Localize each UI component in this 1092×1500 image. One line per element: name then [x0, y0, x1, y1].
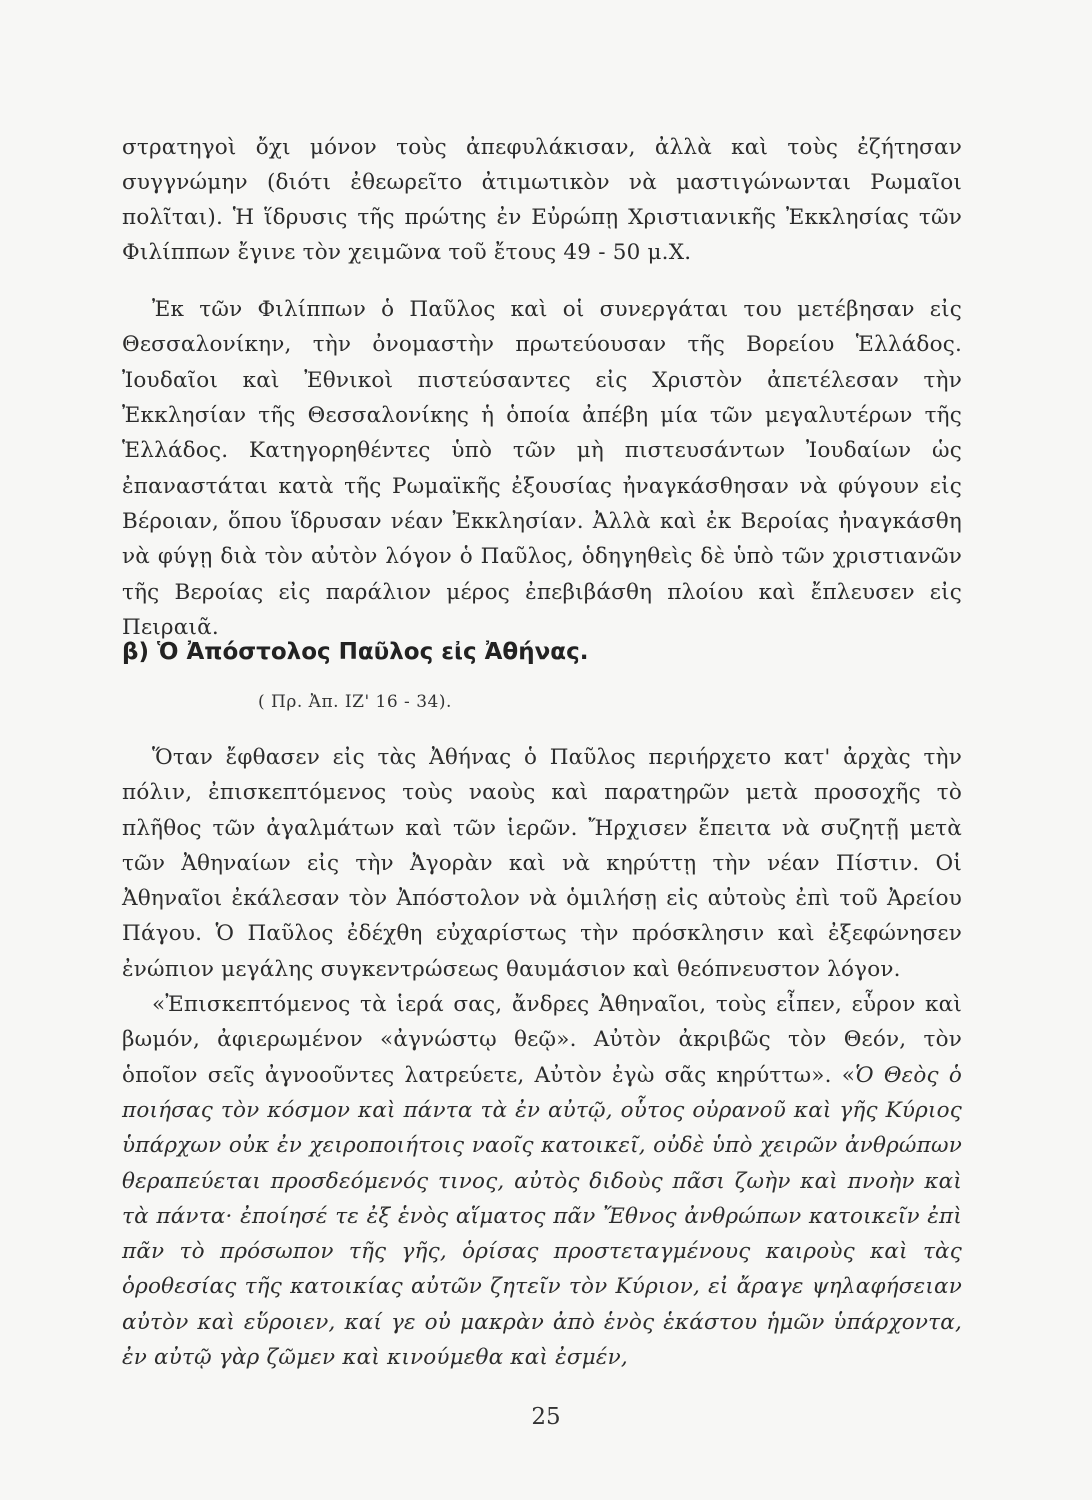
speech-quotation-italic: Ὁ Θεὸς ὁ ποιήσας τὸν κόσμον καὶ πάντα τὰ ἐν αὐτῷ, οὗτος οὐρανοῦ καὶ γῆς Κύριος ὑπάρχων οὐκ ἐν χειροποιήτοις ναοῖς κατοικεῖ, οὐδὲ ὑπὸ χειρῶν ἀνθρώπων θεραπεύεται προσδεόμενός τινος, αὐτὸς διδοὺς πᾶσι ζωὴν καὶ πνοὴν καὶ τὰ πάντα· ἐποίησέ τε ἐξ ἑνὸς αἵματος πᾶν Ἔθνος ἀνθρώπων κατοικεῖν ἐπὶ πᾶν τὸ πρόσωπον τῆς γῆς, ὁρίσας προστεταγμένους καιροὺς καὶ τὰς ὁροθεσίας τῆς κατοικίας αὐτῶν ζητεῖν τὸν Κύριον, εἰ ἄραγε ψηλαφήσειαν αὐτὸν καὶ εὕροιεν, καί γε οὐ μακρὰν ἀπὸ ἑνὸς ἑκάστου ἡμῶν ὑπάρχοντα, ἐν αὐτῷ γὰρ ζῶμεν καὶ κινούμεθα καὶ ἐσμέν,: [122, 1062, 963, 1371]
upper-text-block: [122, 108, 962, 667]
scripture-reference: ( Πρ. Ἀπ. ΙΖ' 16 - 34).: [258, 692, 452, 712]
paragraph-speech: [122, 987, 962, 1375]
paragraph-thessaloniki: Ἐκ τῶν Φιλίππων ὁ Παῦλος καὶ οἱ συνεργάται του μετέβησαν εἰς Θεσσαλονίκην, τὴν ὀνομαστὴν πρωτεύουσαν τῆς Βορείου Ἑλλάδος. Ἰουδαῖοι καὶ Ἐθνικοὶ πιστεύσαντες εἰς Χριστὸν ἀπετέλεσαν τὴν Ἐκκλησίαν τῆς Θεσσαλονίκης ἡ ὁποία ἀπέβη μία τῶν μεγαλυτέρων τῆς Ἑλλάδος. Κατηγορηθέντες ὑπὸ τῶν μὴ πιστευσάντων Ἰουδαίων ὡς ἐπαναστάται κατὰ τῆς Ρωμαϊκῆς ἐξουσίας ἠναγκάσθησαν νὰ φύγουν εἰς Βέροιαν, ὅπου ἵδρυσαν νέαν Ἐκκλησίαν. Ἀλλὰ καὶ ἐκ Βεροίας ἠναγκάσθη νὰ φύγῃ διὰ τὸν αὐτὸν λόγον ὁ Παῦλος, ὁδηγηθεὶς δὲ ὑπὸ τῶν χριστιανῶν τῆς Βεροίας εἰς παράλιον μέρος ἐπεβιβάσθη πλοίου καὶ ἔπλευσεν εἰς Πειραιᾶ.: [122, 297, 962, 640]
paragraph-athens: Ὅταν ἔφθασεν εἰς τὰς Ἀθήνας ὁ Παῦλος περιήρχετο κατ' ἀρχὰς τὴν πόλιν, ἐπισκεπτόμενος τοὺς ναοὺς καὶ παρατηρῶν μετὰ προσοχῆς τὸ πλῆθος τῶν ἀγαλμάτων καὶ τῶν ἱερῶν. Ἤρχισεν ἔπειτα νὰ συζητῇ μετὰ τῶν Ἀθηναίων εἰς τὴν Ἀγορὰν καὶ νὰ κηρύττῃ τὴν νέαν Πίστιν. Οἱ Ἀθηναῖοι ἐκάλεσαν τὸν Ἀπόστολον νὰ ὁμιλήσῃ εἰς αὐτοὺς ἐπὶ τοῦ Ἀρείου Πάγου. Ὁ Παῦλος ἐδέχθη εὐχαρίστως τὴν πρόσκλησιν καὶ ἐξεφώνησεν ἐνώπιον μεγάλης συγκεντρώσεως θαυμάσιον καὶ θεόπνευστον λόγον.: [122, 745, 962, 982]
page-number: 25: [531, 1404, 561, 1430]
section-heading: β) Ὁ Ἀπόστολος Παῦλος εἰς Ἀθήνας.: [122, 639, 589, 665]
lower-text-block: [122, 740, 962, 1375]
paragraph-continuation: στρατηγοὶ ὄχι μόνον τοὺς ἀπεφυλάκισαν, ἀλλὰ καὶ τοὺς ἐζήτησαν συγγνώμην (διότι ἐθεωρεῖτο ἀτιμωτικὸν νὰ μαστιγώνωνται Ρωμαῖοι πολῖται). Ἡ ἵδρυσις τῆς πρώτης ἐν Εὐρώπῃ Χριστιανικῆς Ἐκκλησίας τῶν Φιλίππων ἔγινε τὸν χειμῶνα τοῦ ἔτους 49 - 50 μ.Χ.: [122, 134, 962, 266]
speech-plain-text: «Ἐπισκεπτόμενος τὰ ἱερά σας, ἄνδρες Ἀθηναῖοι, τοὺς εἶπεν, εὗρον καὶ βωμόν, ἀφιερωμένον «ἀγνώστῳ θεῷ». Αὐτὸν ἀκριβῶς τὸν Θεόν, τὸν ὁποῖον σεῖς ἀγνοοῦντες λατρεύετε, Αὐτὸν ἐγὼ σᾶς κηρύττω». «: [122, 992, 962, 1088]
